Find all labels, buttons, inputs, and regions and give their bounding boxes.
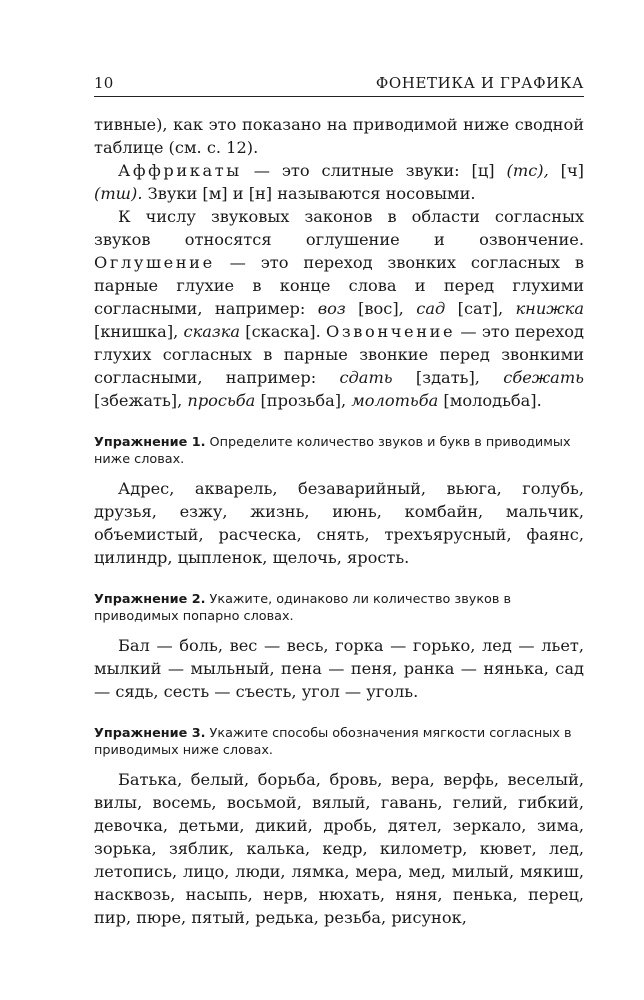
page xyxy=(94,74,584,929)
intro-text xyxy=(94,113,584,412)
affricates-term: Аффрикаты xyxy=(118,161,242,180)
voicing-term: Озвончение xyxy=(325,322,456,341)
section-title: ФОНЕТИКА И ГРАФИКА xyxy=(375,74,584,92)
exercise-1-task: Упражнение 1. Определите количество звуков и букв в приводимых ниже словах. xyxy=(94,435,571,467)
intro-paragraph-1: тивные), как это показано на приводимой ниже сводной таблице (см. с. 12). xyxy=(94,115,584,157)
page-number: 10 xyxy=(94,74,114,92)
sound-laws-paragraph: К числу звуковых законов в области согласных звуков относятся оглушение и озвончение. Оглушение — это переход звонких согласных в парные глухие в конце слова и перед глухими согласными, например: воз [вос], сад [сат], книжка [книшка], сказка [скаска]. Озвончение — это переход глухих согласных в парные звонкие перед звонкими согласными, например: сдать [здать], сбежать [збежать], просьба [прозьба], молотьба [молодьба]. xyxy=(94,207,584,410)
exercise-2 xyxy=(94,591,584,703)
exercise-2-task: Упражнение 2. Укажите, одинаково ли количество звуков в приводимых попарно словах. xyxy=(94,592,512,624)
page-header xyxy=(94,74,584,97)
exercise-1 xyxy=(94,434,584,569)
exercise-3-task: Упражнение 3. Укажите способы обозначения мягкости согласных в приводимых ниже словах. xyxy=(94,726,572,758)
exercise-3-words: Батька, белый, борьба, бровь, вера, верфь, веселый, вилы, восемь, восьмой, вялый, гавань, гелий, гибкий, девочка, детьми, дикий, дробь, дятел, зеркало, зима, зорька, зяблик, калька, кедр, километр, кювет, лед, летопись, лицо, люди, лямка, мера, мед, милый, мякиш, насквозь, насыпь, нерв, нюхать, няня, пенька, перец, пир, пюре, пятый, редька, резьба, рисунок, xyxy=(94,770,584,927)
exercise-2-words: Бал — боль, вес — весь, горка — горько, лед — льет, мылкий — мыльный, пена — пеня, ранка — нянька, сад — сядь, сесть — съесть, угол — уголь. xyxy=(94,636,584,701)
affricates-paragraph: Аффрикаты — это слитные звуки: [ц] (тс), [ч] (тш). Звуки [м] и [н] называются носовыми. xyxy=(94,161,584,203)
exercise-3-label: Упражнение 3. xyxy=(94,726,206,741)
exercise-1-label: Упражнение 1. xyxy=(94,435,206,450)
devoicing-term: Оглушение xyxy=(94,253,215,272)
exercise-3 xyxy=(94,725,584,929)
exercise-2-label: Упражнение 2. xyxy=(94,592,206,607)
exercise-1-words: Адрес, акварель, безаварийный, вьюга, голубь, друзья, езжу, жизнь, июнь, комбайн, мальчик, объемистый, расческа, снять, трехъярусный, фаянс, цилиндр, цыпленок, щелочь, ярость. xyxy=(94,479,584,567)
